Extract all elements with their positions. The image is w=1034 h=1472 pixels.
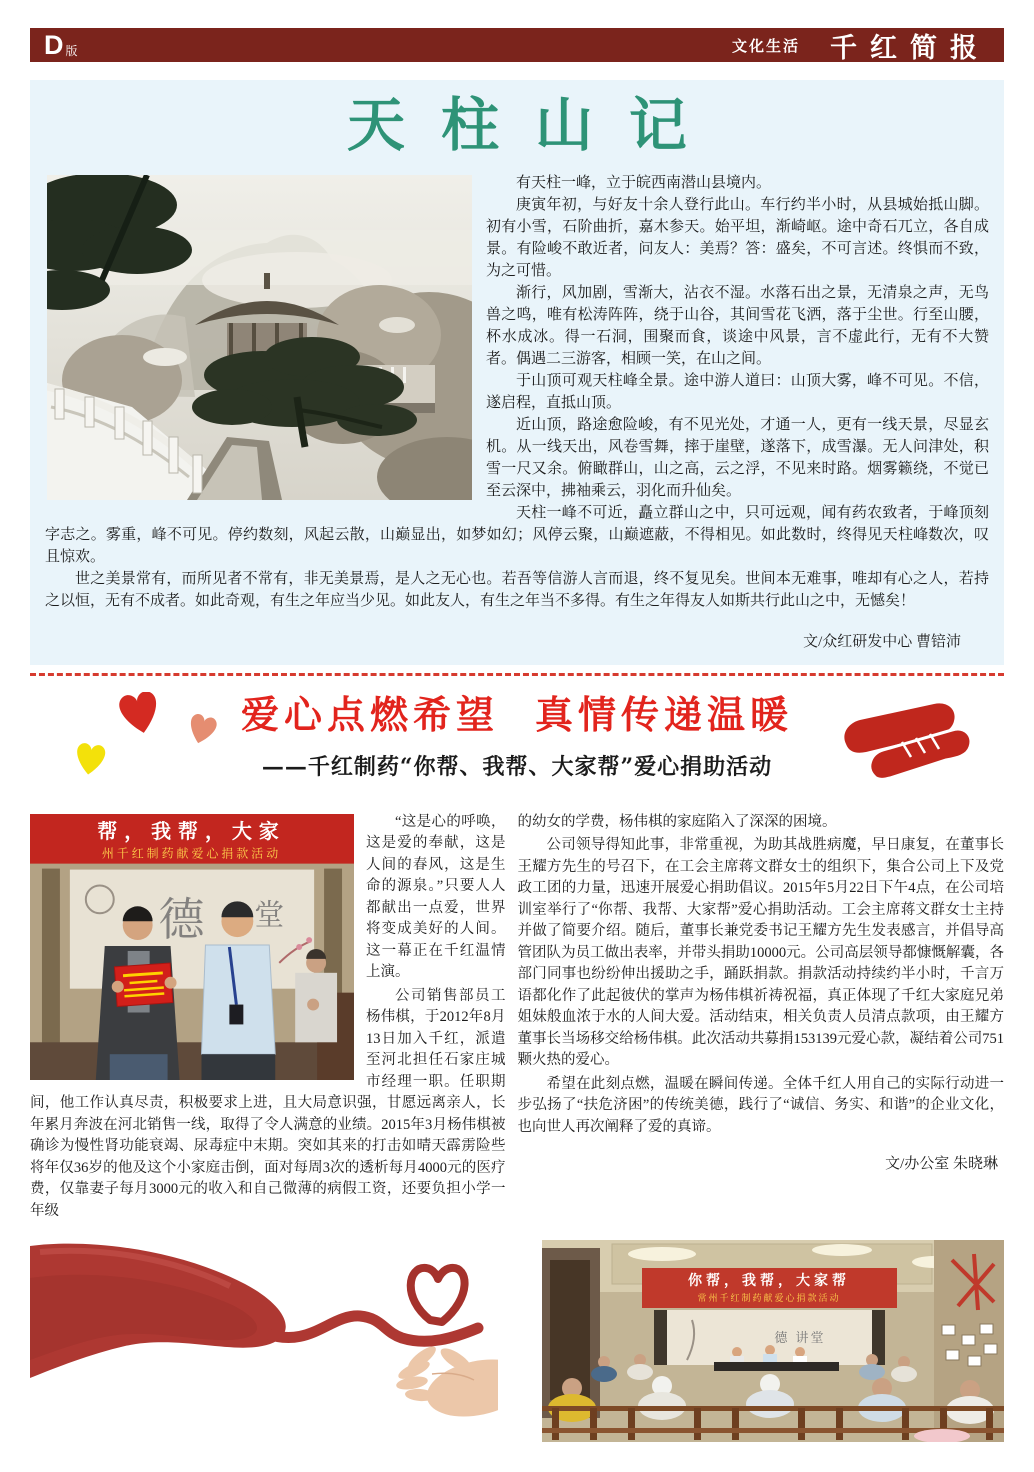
section-label: 文化生活 bbox=[731, 37, 800, 55]
heart-icon-red bbox=[117, 692, 162, 737]
edition-letter: D bbox=[44, 29, 64, 60]
meeting-banner-line2: 常州千红制药献爱心捐款活动 bbox=[697, 1293, 841, 1304]
article2-right-column bbox=[518, 812, 1005, 1225]
bottom-illustrations bbox=[30, 1238, 1004, 1442]
article1-paragraph: 世之美景常有，而所见者不常有，非无美景焉，是人之无心也。若吾等信游人言而退，终不复见矣。世间本无难事，唯却有心之人，若持之以恒，无有不成者。如此奇观，有生之年应当少见。如此友人，有生之年当不多得。有生之年得友人如斯共行此山之中，无憾矣！ bbox=[45, 570, 989, 609]
article2-paragraph: 公司领导得知此事，非常重视，为助其战胜病魔，早日康复，在董事长王耀方先生的号召下，在工会主席蒋文群女士的组织下，集合公司上下及党政工团的力量，迅速开展爱心捐助倡议。2015年5月22日下午4点，在公司培训室举行了“你帮、我帮、大家帮”爱心捐助活动。工会主席蒋文群女士主持并做了简要介绍。随后，董事长兼党委书记王耀方先生发表感言，并倡导高管团队为员工做出表率，并带头捐助10000元。公司高层领导都慷慨解囊，各部门同事也纷纷伸出援助之手，踊跃捐款。捐款活动持续约半小时，千言万语都化作了此起彼伏的掌声为杨伟棋祈祷祝福，真正体现了千红大家庭兄弟姐妹般血浓于水的人间大爱。活动结束，相关负责人员清点款项，由王耀方董事长当场移交给杨伟棋。此次活动共募捐153139元爱心款，凝结着公司751颗火热的爱心。 bbox=[517, 837, 1004, 1069]
article2-left-column bbox=[30, 812, 506, 1225]
edition-label bbox=[44, 29, 78, 60]
meeting-banner-line1: 你帮，我帮，大家帮 bbox=[688, 1272, 850, 1289]
article1-paragraph: 于山顶可观天柱峰全景。途中游人道曰：山顶大雾，峰不可见。不信，遂启程，直抵山顶。 bbox=[486, 372, 989, 411]
article2-title-part2: 真情传递温暖 bbox=[535, 694, 794, 737]
masthead-title: 千红简报 bbox=[830, 32, 990, 64]
article2-subtitle: ——千红制药“你帮、我帮、大家帮”爱心捐助活动 bbox=[261, 753, 773, 780]
stage-banner-line1: 帮，我帮，大家 bbox=[97, 820, 286, 843]
donation-photo-illustration bbox=[30, 814, 354, 1080]
stage-backdrop-right: 堂 bbox=[254, 898, 285, 933]
heart-icon-yellow bbox=[74, 742, 106, 776]
donation-ceremony-photo bbox=[30, 814, 354, 1080]
heart-icon-salmon bbox=[186, 712, 219, 746]
article1-content bbox=[45, 172, 989, 651]
meeting-room-photo bbox=[542, 1240, 1004, 1442]
article1-paragraph: 渐行，风加剧，雪渐大，沾衣不湿。水落石出之景，无清泉之声，无鸟兽之鸣，唯有松涛阵阵，绕于山谷，其间雪花飞洒，落于尘世。行至山腰，杯水成冰。得一石洞，围聚而食，谈途中风景，言不虚此行，无有不大赞者。偶遇二三游客，相顾一笑，在山之间。 bbox=[486, 284, 989, 367]
article2-byline: 文/办公室 朱晓琳 bbox=[885, 1156, 998, 1173]
meeting-photo-illustration bbox=[542, 1240, 1004, 1442]
ribbon-illustration-svg bbox=[30, 1238, 498, 1436]
dashed-divider bbox=[30, 673, 1004, 676]
hands-decoration bbox=[838, 694, 978, 790]
article2-paragraph: 的幼女的学费，杨伟棋的家庭陷入了深深的困境。 bbox=[517, 813, 837, 830]
article1-paragraph: 天柱一峰不可近，矗立群山之中，只可远观，闻有药农致者，于峰顶刻字志之。雾重，峰不可见。停约数刻，风起云散，山巅显出，如梦如幻；风停云聚，山巅遮蔽，不得相见。如此数时，终得见天柱峰数次，叹且惊欢。 bbox=[45, 504, 989, 565]
article1-paragraph: 有天柱一峰，立于皖西南潜山县境内。 bbox=[516, 174, 772, 191]
article-tianzhushan bbox=[30, 80, 1004, 665]
stage-backdrop-left: 德 bbox=[158, 892, 205, 946]
article2-body bbox=[30, 812, 1004, 1225]
stage-banner-line2: 州千红制药献爱心捐款活动 bbox=[101, 846, 282, 861]
article1-paragraph: 近山顶，路途愈险峻，有不见光处，才通一人，更有一线天景，尽显玄机。从一线天出，风卷雪舞，摔于崖壁，遂落下，成雪瀑。无人问津处，积雪一尺又余。俯瞰群山，山之高，云之浮，不见来时路。烟雾籁绕，不觉已至云深中，拂袖乘云，羽化而升仙矣。 bbox=[486, 416, 989, 499]
article2-header bbox=[30, 690, 1004, 796]
article1-byline: 文/众红研发中心 曹锫沛 bbox=[803, 633, 961, 650]
mountain-photo-illustration bbox=[47, 175, 472, 500]
article2-paragraph: 希望在此刻点燃，温暖在瞬间传递。全体千红人用自己的实际行动进一步弘扬了“扶危济困”的传统美德，践行了“诚信、务实、和谐”的企业文化，也向世人再次阐释了爱的真谛。 bbox=[517, 1075, 1004, 1135]
article1-paragraph: 庚寅年初，与好友十余人登行此山。车行约半小时，从县城始抵山脚。初有小雪，石阶曲折，嘉木参天。始平坦，渐崎岖。途中奇石兀立，各自成景。有险峻不敢近者，问友人：美焉？答：盛矣，不可言述。终惧而不致，为之可惜。 bbox=[486, 196, 989, 279]
article2-title-part1: 爱心点燃希望 bbox=[240, 694, 499, 737]
header-right bbox=[732, 26, 990, 65]
clasped-hands-icon bbox=[838, 694, 978, 790]
meeting-backdrop-text: 德 讲堂 bbox=[774, 1331, 826, 1347]
mountain-photo bbox=[47, 175, 472, 500]
hearts-decoration bbox=[52, 692, 242, 792]
ribbon-heart-hand-illustration bbox=[30, 1238, 498, 1436]
header-band bbox=[30, 28, 1004, 62]
article2-paragraph: 公司销售部员工杨伟棋，于2012年8月13日加入千红，派遣至河北担任石家庄城市经理一职。任职期间，他工作认真尽责，积极要求上进，且大局意识强，甘愿远离亲人，长年累月奔波在河北销售一线，取得了令人满意的业绩。2015年3月杨伟棋被确诊为慢性肾功能衰竭、尿毒症中末期。突如其来的打击如晴天霹雳险些将年仅36岁的他及这个小家庭击倒，面对每周3次的透析每月4000元的医疗费，仅靠妻子每月3000元的收入和自己微薄的病假工资，还要负担小学一年级 bbox=[30, 987, 506, 1219]
article1-title: 天柱山记 bbox=[347, 91, 723, 159]
article2-paragraph: “这是心的呼唤，这是爱的奉献，这是人间的春风，这是生命的源泉。”只要人人都献出一点爱，世界将变成美好的人间。这一幕正在千红温情上演。 bbox=[366, 813, 506, 981]
heart-icons bbox=[52, 692, 242, 792]
edition-suffix: 版 bbox=[65, 43, 78, 58]
